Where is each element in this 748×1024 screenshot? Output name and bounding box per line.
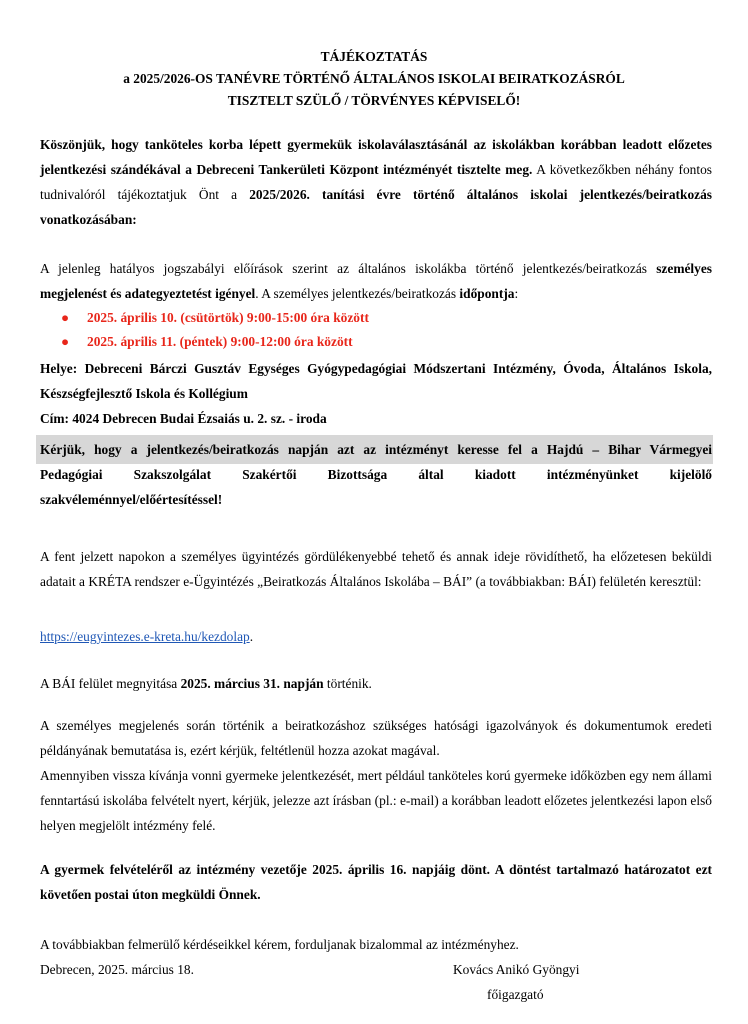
- location-address: Cím: 4024 Debrecen Budai Ézsaiás u. 2. sz. - iroda: [40, 411, 327, 426]
- kreta-paragraph: A fent jelzett napokon a személyes ügyintézés gördülékenyebbé tehető és annak ideje rövidíthető, ha előzetesen beküldi adatait a KRÉTA rendszer e-Ügyintézés „Beiratkozás Általános Iskolába – BÁI” (a továbbiakban: BÁI) felületén keresztül:: [40, 549, 712, 589]
- location-block: [40, 356, 712, 431]
- signer-role: főigazgató: [487, 987, 544, 1002]
- notice-line-3: szakvéleménnyel/előértesítéssel!: [40, 492, 223, 507]
- date-1: 2025. április 10. (csütörtök) 9:00-15:00 óra között: [87, 310, 369, 325]
- signature-block: [440, 957, 680, 1007]
- bai-date: 2025. március 31. napján: [180, 676, 324, 691]
- bai-opening-paragraph: [40, 671, 712, 696]
- date-2: 2025. április 11. (péntek) 9:00-12:00 óra között: [87, 334, 353, 349]
- colon: :: [514, 286, 519, 301]
- decision-paragraph: A gyermek felvételéről az intézmény vezetője 2025. április 16. napjáig dönt. A döntést tartalmazó határozatot ezt követően postai úton megküldi Önnek.: [40, 862, 712, 902]
- personal-attendance: személyes megjelenést és adategyeztetést igényel: [40, 261, 712, 301]
- location-place: Helye: Debreceni Bárczi Gusztáv Egységes Gyógypedagógiai Módszertani Intézmény, Óvoda, Általános Iskola, Készségfejlesztő Iskola és Kollégium: [40, 361, 712, 401]
- link-suffix: .: [249, 629, 254, 644]
- signer-name: Kovács Anikó Gyöngyi: [453, 962, 580, 977]
- document-subtitle: a 2025/2026-OS TANÉVRE TÖRTÉNŐ ÁLTALÁNOS ISKOLAI BEIRATKOZÁSRÓL: [123, 71, 625, 86]
- notice-line-2: Pedagógiai Szakszolgálat Szakértői Bizottsága által kiadott intézményünket kijelölő: [40, 467, 712, 482]
- withdrawal-text: Amennyiben vissza kívánja vonni gyermeke jelentkezését, mert például tanköteles korú gyermeke időközben egy nem állami fenntartású iskolába felvételt nyert, kérjük, jelezze azt írásban (pl.: e-mail) a korábban leadott előzetes jelentkezési lapon első helyen megjelölt intézmény felé.: [40, 768, 712, 833]
- notice-paragraph: [40, 437, 712, 512]
- requirements-text: A jelenleg hatályos jogszabályi előírások szerint az általános iskolákba történő jelentkezés/beiratkozás: [40, 261, 657, 276]
- bullet-icon: ●: [61, 334, 70, 349]
- closing-text: A továbbiakban felmerülő kérdéseikkel kérem, forduljanak bizalommal az intézményhez.: [40, 937, 519, 952]
- bullet-icon: ●: [61, 310, 70, 325]
- list-item: [40, 330, 712, 354]
- kreta-link[interactable]: https://eugyintezes.e-kreta.hu/kezdolap: [40, 629, 250, 644]
- requirements-text-2: . A személyes jelentkezés/beiratkozás: [255, 286, 460, 301]
- intro-thanks: Köszönjük, hogy tanköteles korba lépett gyermekük iskolaválasztásánál az iskolákban korábban leadott előzetes jelentkezési szándékával a Debreceni Tankerületi Központ intézményét tisztelte meg.: [40, 137, 712, 177]
- dates-list: [40, 306, 712, 354]
- documents-paragraph: [40, 713, 712, 838]
- bai-text: A BÁI felület megnyitása: [40, 676, 181, 691]
- bai-text-2: történik.: [323, 676, 372, 691]
- requirements-paragraph: [40, 256, 712, 306]
- intro-text: A következőkben néhány fontos tudnivalóról tájékoztatjuk Önt a: [40, 162, 712, 202]
- list-item: [40, 306, 712, 330]
- documents-text: A személyes megjelenés során történik a beiratkozáshoz szükséges hatósági igazolványok és dokumentumok eredeti példányának bemutatása is, ezért kérjük, feltétlenül hozza azokat magával.: [40, 718, 712, 758]
- place-date: Debrecen, 2025. március 18.: [40, 962, 194, 977]
- intro-school-year: 2025/2026. tanítási évre történő általános iskolai jelentkezés/beiratkozás vonatkozásában:: [40, 187, 712, 227]
- intro-paragraph: [40, 132, 712, 232]
- salutation: TISZTELT SZÜLŐ / TÖRVÉNYES KÉPVISELŐ!: [227, 93, 521, 108]
- document-title: TÁJÉKOZTATÁS: [320, 49, 428, 64]
- document-header: [0, 46, 748, 112]
- link-line: [40, 624, 712, 649]
- time-label: időpontja: [459, 286, 515, 301]
- notice-line-1: Kérjük, hogy a jelentkezés/beiratkozás napján azt az intézményt keresse fel a Hajdú – Bihar Vármegyei: [40, 442, 712, 457]
